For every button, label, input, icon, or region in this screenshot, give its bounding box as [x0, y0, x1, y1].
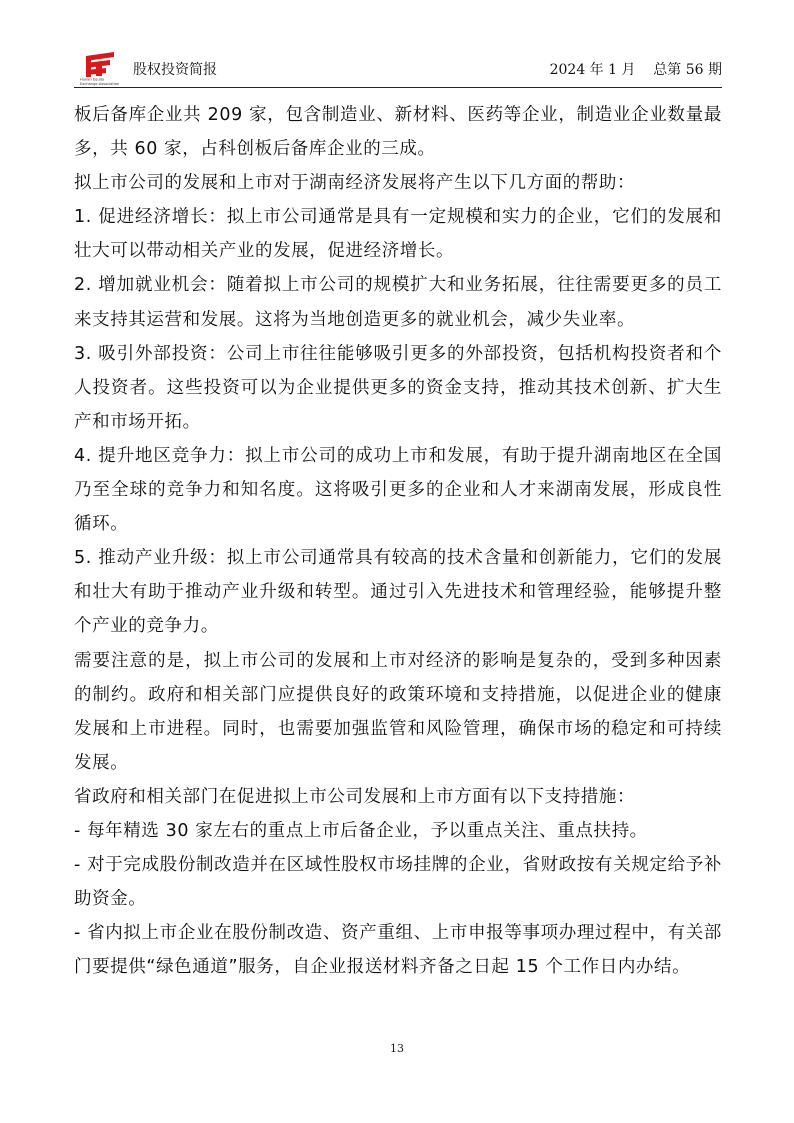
- list-item: 1. 促进经济增长：拟上市公司通常是具有一定规模和实力的企业，它们的发展和壮大可以带动相关产业的发展，促进经济增长。: [74, 207, 722, 262]
- list-item: 5. 推动产业升级：拟上市公司通常具有较高的技术含量和创新能力，它们的发展和壮大有助于推动产业升级和转型。通过引入先进技术和管理经验，能够提升整个产业的竞争力。: [74, 548, 722, 637]
- paragraph: 板后备库企业共 209 家，包含制造业、新材料、医药等企业，制造业企业数量最多，共 60 家，占科创板后备库企业的三成。: [74, 105, 722, 160]
- list-item: - 对于完成股份制改造并在区域性股权市场挂牌的企业，省财政按有关规定给予补助资金。: [74, 855, 722, 910]
- header-divider: [74, 87, 722, 88]
- issue-info: 2024 年 1 月 总第 56 期: [549, 62, 722, 78]
- paragraph: 需要注意的是，拟上市公司的发展和上市对经济的影响是复杂的，受到多种因素的制约。政府和相关部门应提供良好的政策环境和支持措施，以促进企业的健康发展和上市进程。同时，也需要加强监管和风险管理，确保市场的稳定和可持续发展。: [74, 650, 722, 773]
- list-item: 2. 增加就业机会：随着拟上市公司的规模扩大和业务拓展，往往需要更多的员工来支持其运营和发展。这将为当地创造更多的就业机会，减少失业率。: [74, 275, 722, 330]
- list-item: 4. 提升地区竞争力：拟上市公司的成功上市和发展，有助于提升湖南地区在全国乃至全球的竞争力和知名度。这将吸引更多的企业和人才来湖南发展，形成良性循环。: [74, 445, 722, 535]
- list-item: 3. 吸引外部投资：公司上市往往能够吸引更多的外部投资，包括机构投资者和个人投资者。这些投资可以为企业提供更多的资金支持，推动其技术创新、扩大生产和市场开拓。: [74, 343, 722, 432]
- paragraph: 省政府和相关部门在促进拟上市公司发展和上市方面有以下支持措施：: [74, 786, 636, 807]
- paragraph: 拟上市公司的发展和上市对于湖南经济发展将产生以下几方面的帮助：: [74, 173, 636, 194]
- page-number: 13: [390, 1042, 404, 1055]
- list-item: - 省内拟上市企业在股份制改造、资产重组、上市申报等事项办理过程中，有关部门要提供“绿色通道”服务，自企业报送材料齐备之日起 15 个工作日内办结。: [74, 923, 722, 978]
- publication-title: 股权投资简报: [133, 62, 217, 78]
- page-header: [74, 50, 722, 90]
- article-body: [74, 98, 722, 984]
- list-item: - 每年精选 30 家左右的重点上市后备企业，予以重点关注、重点扶持。: [74, 820, 648, 841]
- logo-caption: Hunan Equity Exchange Association: [80, 77, 120, 86]
